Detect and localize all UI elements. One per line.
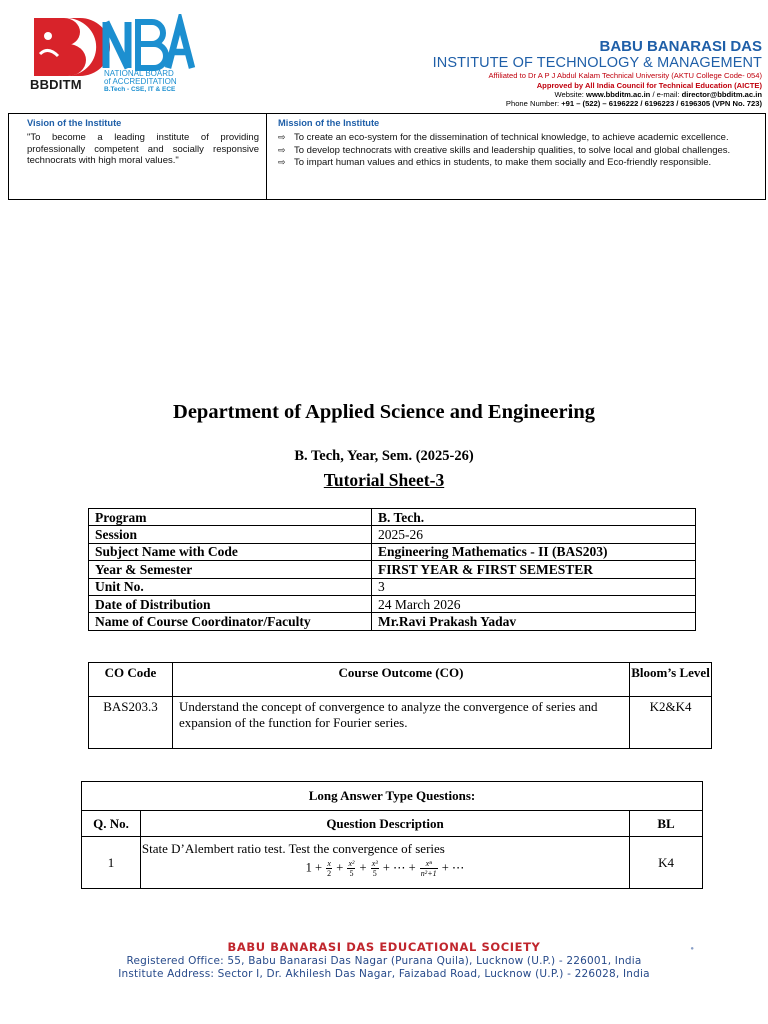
institute-logo — [28, 14, 203, 94]
logo-nba-caption — [104, 70, 177, 94]
logo-nba-line1: NATIONAL BOARD — [104, 69, 174, 78]
vision-heading: Vision of the Institute — [27, 118, 122, 128]
decorative-dot-icon: ● — [690, 946, 694, 952]
distribution-date-value: 24 March 2026 — [372, 595, 696, 612]
logo-nba-line3: B.Tech - CSE, IT & ECE — [104, 86, 176, 93]
table-row — [89, 526, 696, 543]
mission-item — [278, 145, 764, 157]
table-row — [89, 595, 696, 612]
mission-item — [278, 157, 764, 169]
tutorial-title — [0, 470, 768, 491]
program-value: B. Tech. — [372, 509, 696, 526]
year-semester-title: B. Tech, Year, Sem. (2025-26) — [294, 448, 474, 464]
coordinator-value: Mr.Ravi Prakash Yadav — [372, 613, 696, 630]
table-header-row — [89, 663, 712, 697]
institute-name-line2: INSTITUTE OF TECHNOLOGY & MANAGEMENT — [432, 55, 762, 71]
question-header: Question Description — [140, 811, 629, 837]
subject-key: Subject Name with Code — [89, 543, 372, 560]
table-row — [89, 613, 696, 630]
mission-heading: Mission of the Institute — [278, 118, 380, 128]
arrow-right-icon: ⇨ — [278, 144, 286, 155]
mission-item-text: To develop technocrats with creative skills and leadership qualities, to solve local and global challenges. — [294, 144, 731, 156]
session-key: Session — [89, 526, 372, 543]
table-row — [82, 837, 703, 889]
bl-cell: K4 — [630, 837, 703, 889]
table-row — [89, 561, 696, 578]
vision-section — [27, 118, 259, 167]
subject-value: Engineering Mathematics - II (BAS203) — [372, 543, 696, 560]
year-semester-key: Year & Semester — [89, 561, 372, 578]
unit-key: Unit No. — [89, 578, 372, 595]
department-title: Department of Applied Science and Engineering — [173, 401, 595, 423]
year-semester-value: FIRST YEAR & FIRST SEMESTER — [372, 561, 696, 578]
website-link[interactable]: www.bbditm.ac.in — [586, 90, 651, 99]
website-label: Website: — [554, 90, 584, 99]
course-outcome-table — [88, 662, 712, 749]
question-text: State D’Alembert ratio test. Test the convergence of series — [141, 841, 445, 856]
co-outcome-cell: Understand the concept of convergence to analyze the convergence of series and expansion of the function for Fourier series. — [172, 697, 629, 749]
page-footer — [0, 940, 768, 980]
institute-name-line1: BABU BANARASI DAS — [599, 38, 762, 55]
table-row — [89, 543, 696, 560]
long-answer-table — [81, 781, 703, 889]
table-row — [89, 578, 696, 595]
long-answer-title: Long Answer Type Questions: — [82, 782, 703, 811]
distribution-date-key: Date of Distribution — [89, 595, 372, 612]
mission-item-text: To impart human values and ethics in students, to make them socially and Eco-friendly responsible. — [294, 157, 712, 169]
table-title-row — [82, 782, 703, 811]
contact-phone-line — [433, 99, 762, 108]
vm-divider — [266, 114, 267, 199]
logo-bbditm-text: BBDITM — [30, 77, 82, 92]
bbd-nba-logo-icon — [28, 14, 203, 76]
logo-nba-line2: of ACCREDITATION — [104, 77, 177, 86]
mission-item-text: To create an eco-system for the dissemination of technical knowledge, to achieve academic excellence. — [294, 132, 729, 143]
phone-label: Phone Number: — [505, 99, 560, 108]
table-row — [89, 697, 712, 749]
approval-text: Approved by All India Council for Technical Education (AICTE) — [536, 81, 762, 90]
tutorial-title-text: Tutorial Sheet-3 — [323, 470, 445, 490]
footer-society: BABU BANARASI DAS EDUCATIONAL SOCIETY — [227, 940, 541, 954]
program-key: Program — [89, 509, 372, 526]
series-formula: 1 + $\frac{x}{2}$ + $\frac{\text{x²}}{5}$ + $\frac{\text{x³}}{5}$ + ⋯ + $\frac{\text{xⁿ}}{\text{n²+1}}$ + ⋯ — [305, 859, 465, 878]
table-header-row — [82, 811, 703, 837]
co-level-cell: K2&K4 — [630, 697, 712, 749]
affiliation-text: Affiliated to Dr A P J Abdul Kalam Technical University (AKTU College Code- 054) — [488, 71, 762, 80]
question-cell — [140, 837, 629, 889]
email-link[interactable]: director@bbditm.ac.in — [681, 90, 762, 99]
bl-header: BL — [630, 811, 703, 837]
vision-text: "To become a leading institute of providing professionally competent and socially responsive technocrats with high moral values." — [27, 132, 259, 167]
table-row — [89, 509, 696, 526]
co-code-cell: BAS203.3 — [89, 697, 173, 749]
arrow-right-icon: ⇨ — [278, 157, 286, 168]
contact-web-line — [433, 90, 762, 99]
co-code-header: CO Code — [89, 663, 173, 697]
institute-header — [433, 38, 762, 108]
coordinator-key: Name of Course Coordinator/Faculty — [89, 613, 372, 630]
qno-cell: 1 — [82, 837, 141, 889]
session-value: 2025-26 — [372, 526, 696, 543]
footer-registered-office: Registered Office: 55, Babu Banarasi Das Nagar (Purana Quila), Lucknow (U.P.) - 226001, India — [126, 955, 642, 967]
qno-header: Q. No. — [82, 811, 141, 837]
co-bloom-header: Bloom’s Level — [630, 663, 712, 697]
program-details-table — [88, 508, 696, 631]
vision-mission-box — [8, 113, 766, 200]
phone-number: +91 – (522) – 6196222 / 6196223 / 6196305 — [561, 99, 711, 108]
co-outcome-header: Course Outcome (CO) — [172, 663, 629, 697]
vpn-number: (VPN No. 723) — [712, 99, 762, 108]
arrow-right-icon: ⇨ — [278, 132, 286, 142]
unit-value: 3 — [372, 578, 696, 595]
footer-institute-address: Institute Address: Sector I, Dr. Akhilesh Das Nagar, Faizabad Road, Lucknow (U.P.) - 226028, India — [118, 967, 650, 980]
mission-section — [278, 118, 764, 170]
mission-item — [278, 132, 764, 144]
email-label: / e-mail: — [652, 90, 680, 99]
